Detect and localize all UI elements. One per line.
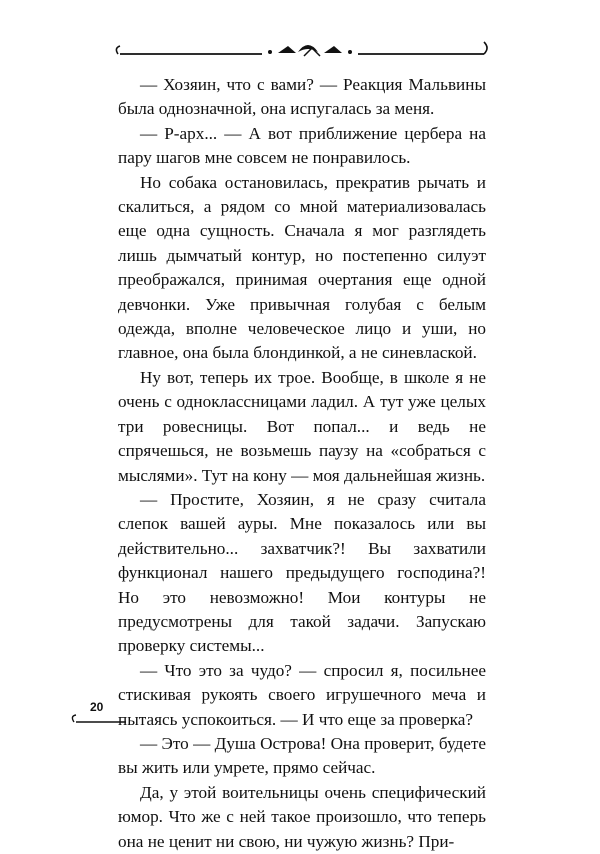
page-number: 20 [90,700,104,714]
paragraph: — Что это за чудо? — спросил я, посильнее стискивая рукоять своего игрушечного меча и пытаясь успокоиться. — И что еще за проверка? [118,660,486,729]
paragraph: Да, у этой воительницы очень специфический юмор. Что же с ней такое произошло, что теперь она не ценит ни свою, ни чужую жизнь? При- [118,782,486,851]
header-ornament [112,34,492,64]
page-number-flourish [70,712,130,726]
paragraph: Но собака остановилась, прекратив рычать и скалиться, а рядом со мной материализовалась еще одна сущность. Сначала я мог разглядеть лишь дымчатый контур, но постепенно силуэт преображался, принимая очертания еще одной девчонки. Уже привычная голубая с белым одежда, вполне человеческое лицо и уши, но главное, она была блондинкой, а не синевлаской. [118,172,486,363]
paragraph: — Это — Душа Острова! Она проверит, будете вы жить или умрете, прямо сейчас. [118,733,486,778]
paragraph: — Простите, Хозяин, я не сразу считала слепок вашей ауры. Мне показалось или вы действительно... захватчик?! Вы захватили функционал нашего предыдущего господина?! Но это невозможно! Мои контуры не предусмотрены для такой задачи. Запускаю проверку системы... [118,489,486,656]
paragraph: — Р-арх... — А вот приближение цербера на пару шагов мне совсем не понравилось. [118,123,486,168]
paragraph: — Хозяин, что с вами? — Реакция Мальвины была однозначной, она испугалась за меня. [118,75,486,119]
paragraph: Ну вот, теперь их трое. Вообще, в школе я не очень с одноклассницами ладил. А тут уже целых три ровесницы. Вот попал... и ведь не спрячешься, не возьмешь паузу на «собраться с мыслями». Тут на кону — моя дальнейшая жизнь. [118,367,486,485]
page-body-text [118,73,486,854]
